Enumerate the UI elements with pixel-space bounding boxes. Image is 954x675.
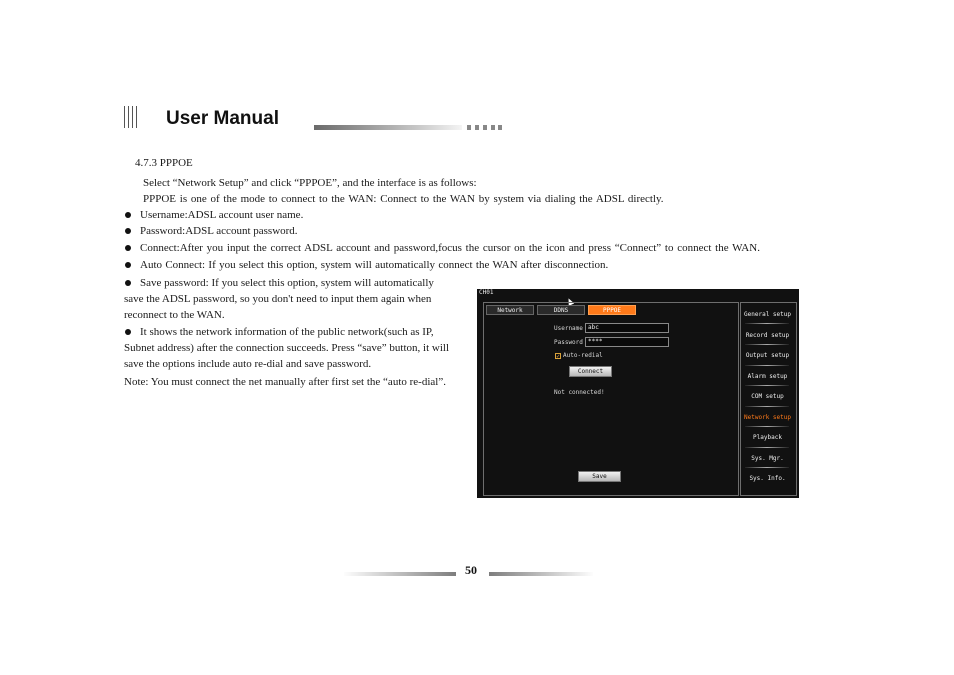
sidebar-item-playback[interactable]: Playback [753,434,782,441]
page-title: User Manual [166,108,279,129]
password-field[interactable]: **** [585,337,669,347]
sidebar-item-alarm-setup[interactable]: Alarm setup [747,373,788,380]
bullet-username: Username:ADSL account user name. [140,209,304,221]
bullet-marker [125,228,131,234]
footer-gradient-left [344,572,456,576]
intro-line-2: PPPOE is one of the mode to connect to the WAN: Connect to the WAN by system via dialing the ADSL directly. [143,193,664,205]
bullet-marker [125,329,131,335]
bullet-password: Password:ADSL account password. [140,225,298,237]
connect-button[interactable]: Connect [569,366,612,377]
bullet-marker [125,280,131,286]
channel-label: CH01 [479,289,494,296]
sidebar-divider [745,467,789,468]
bullet-connect: Connect:After you input the correct ADSL account and password,focus the cursor on the icon and press “Connect” to connect the WAN. [140,242,760,254]
sidebar-divider [745,323,789,324]
sidebar-divider [745,406,789,407]
sidebar-divider [745,365,789,366]
bullet-marker [125,212,131,218]
bullet-marker [125,245,131,251]
note-text: Note: You must connect the net manually after first set the “auto re-dial”. [124,376,446,388]
sidebar-item-network-setup[interactable]: Network setup [744,414,791,421]
save-password-line-2: save the ADSL password, so you don't need to input them again when [124,293,432,305]
connection-status: Not connected! [554,389,605,396]
section-heading: 4.7.3 PPPOE [135,157,193,169]
save-button[interactable]: Save [578,471,621,482]
tab-pppoe[interactable]: PPPOE [588,305,636,315]
save-password-line-3: reconnect to the WAN. [124,309,225,321]
header-decoration-bars [124,106,140,128]
sidebar-item-record-setup[interactable]: Record setup [745,332,790,339]
sidebar-item-general-setup[interactable]: General setup [744,311,791,318]
footer-gradient-right [489,572,593,576]
password-label: Password [554,339,583,346]
auto-redial-checkbox[interactable]: ✓ [556,353,560,360]
network-info-line-3: save the options include auto re-dial and save password. [124,358,372,370]
bullet-auto-connect: Auto Connect: If you select this option, system will automatically connect the WAN after disconnection. [140,259,609,271]
save-password-line-1: Save password: If you select this option, system will automatically [140,277,434,289]
sidebar-divider [745,385,789,386]
header-gradient-bar [314,125,462,130]
network-info-line-2: Subnet address) after the connection succeeds. Press “save” button, it will [124,342,450,354]
tab-network[interactable]: Network [486,305,534,315]
intro-line-1: Select “Network Setup” and click “PPPOE”, and the interface is as follows: [143,177,477,189]
bullet-marker [125,262,131,268]
sidebar-item-com-setup[interactable]: COM setup [751,393,784,400]
pppoe-screenshot [477,289,799,498]
sidebar-item-output-setup[interactable]: Output setup [745,352,790,359]
username-label: Username [554,325,583,332]
sidebar-item-sys-mgr[interactable]: Sys. Mgr. [751,455,784,462]
auto-redial-label: Auto-redial [563,352,603,359]
tab-ddns[interactable]: DDNS [537,305,585,315]
sidebar-item-sys-info[interactable]: Sys. Info. [749,475,786,482]
username-field[interactable]: abc [585,323,669,333]
sidebar-divider [745,344,789,345]
page-number: 50 [465,563,477,577]
network-info-line-1: It shows the network information of the public network(such as IP, [140,326,434,338]
sidebar-divider [745,426,789,427]
sidebar-divider [745,447,789,448]
